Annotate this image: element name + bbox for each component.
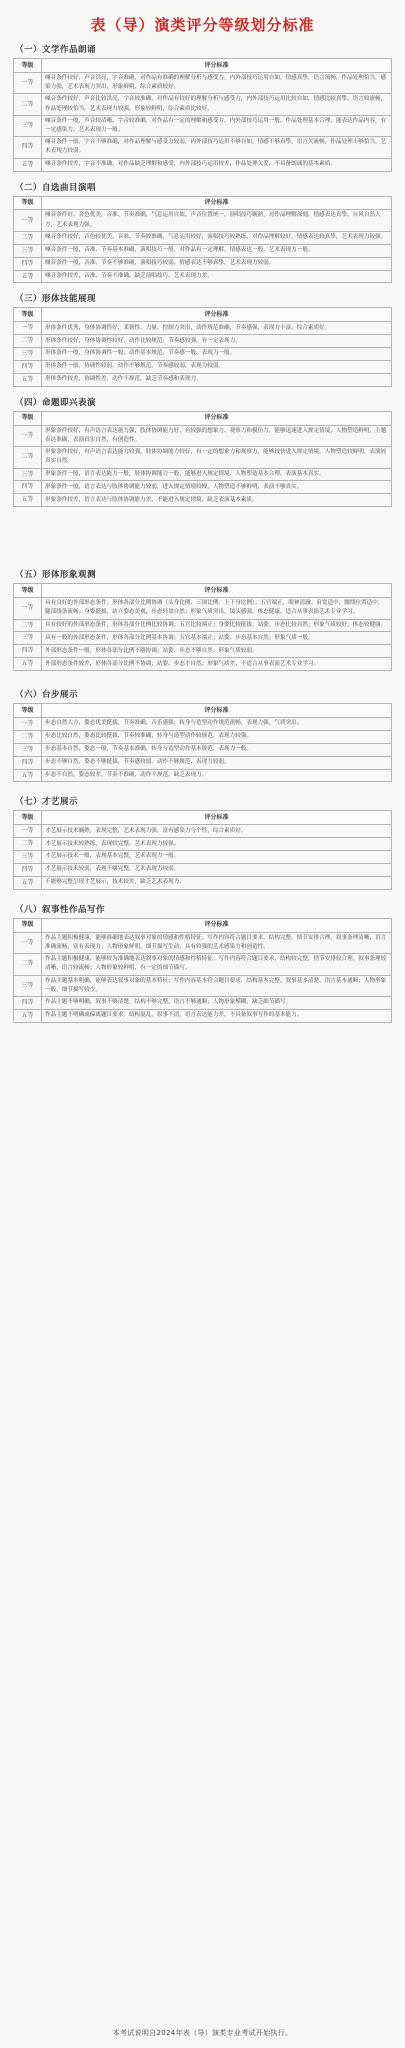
- table-row: [14, 94, 392, 115]
- section-spacer: [13, 782, 392, 786]
- grade-cell: 一等: [14, 598, 42, 619]
- table-row: [14, 360, 392, 373]
- criteria-cell: 外部形态条件较差，形体各部分比例不协调；站姿、步态不自然；形象气质差，不适合从事表演艺术专业学习。: [42, 658, 392, 671]
- table-row: [14, 158, 392, 171]
- criteria-cell: 嗓音条件一般，音准、节奏基本准确，演唱技巧一般，对作品有一定理解，情感表达一般，艺术表现力一般。: [42, 244, 392, 257]
- criteria-cell: 步态比较自然，姿态比较挺拔，节奏较准确，转身与造型动作较规范，表现力较强。: [42, 730, 392, 743]
- header-grade: 等级: [14, 811, 42, 825]
- table-row: [14, 864, 392, 877]
- grade-cell: 一等: [14, 322, 42, 335]
- grade-cell: 二等: [14, 231, 42, 244]
- table-row: [14, 876, 392, 889]
- grade-cell: 二等: [14, 730, 42, 743]
- table-row: [14, 244, 392, 257]
- table-row: [14, 373, 392, 386]
- grade-cell: 二等: [14, 838, 42, 851]
- table-row: [14, 210, 392, 231]
- grade-cell: 五等: [14, 158, 42, 171]
- criteria-cell: 作品主题不够明确，叙事不够清楚，结构不够完整，语言不够通顺；人物形象模糊，缺乏细节描写。: [42, 996, 392, 1009]
- table-row: [14, 954, 392, 975]
- grade-cell: 五等: [14, 270, 42, 283]
- section-heading: （四）命题即兴表演: [15, 397, 97, 408]
- header-grade: 等级: [14, 196, 42, 210]
- table-header-row: [14, 196, 392, 210]
- section-heading: （七）才艺展示: [15, 797, 79, 808]
- criteria-cell: 步态不自然，姿态较差，节奏不准确，动作不规范，缺乏表现力。: [42, 769, 392, 782]
- criteria-cell: 才艺展示技术娴熟，表现完整，艺术表现力强，富有感染力与个性，综合素质好。: [42, 825, 392, 838]
- header-grade: 等级: [14, 411, 42, 425]
- table-row: [14, 932, 392, 953]
- table-row: [14, 825, 392, 838]
- criteria-cell: 形体条件优秀，身体协调性好，柔韧性、力量、控制力突出，动作规范准确，节奏感强，表现力丰富，综合素质好。: [42, 322, 392, 335]
- section-heading: （三）形体技能展现: [15, 294, 97, 305]
- criteria-table: [13, 810, 392, 889]
- section-8: [13, 900, 392, 1023]
- grade-cell: 四等: [14, 137, 42, 158]
- criteria-cell: 作品主题积极健康，能够准确地表达叙事对象的情感和性格特征；写作内容符合题目要求，结构完整，情节安排合理，叙事条理清晰，语言准确流畅，富有表现力；人物形象鲜明，细节描写生动，具有较强的艺术感染力和创造性。: [42, 932, 392, 953]
- table-row: [14, 270, 392, 283]
- grade-cell: 一等: [14, 717, 42, 730]
- criteria-cell: 形体条件一般，协调性较弱，动作不够规范，节奏感较弱，表现力较弱。: [42, 360, 392, 373]
- table-row: [14, 481, 392, 494]
- table-header-row: [14, 584, 392, 598]
- section-heading: （八）叙事性作品写作: [15, 904, 106, 915]
- criteria-cell: 形体条件较好，身体协调性较好，动作比较规范，节奏感较强，有一定表现力。: [42, 335, 392, 348]
- criteria-cell: 才艺展示技术一般，表现基本完整，艺术表现力一般。: [42, 851, 392, 864]
- section-heading: （五）形体形象观测: [15, 570, 97, 581]
- criteria-cell: 嗓音条件较好，声音洪亮，字音准确，对作品有准确的理解分析与感受力，内外部技巧运用自如，情感真挚，语言流畅，作品处理恰当，感染力强，艺术表现力突出，形象鲜明，综合素质较好。: [42, 72, 392, 93]
- grade-cell: 二等: [14, 447, 42, 468]
- grade-cell: 四等: [14, 996, 42, 1009]
- document-title: 表（导）演类评分等级划分标准: [90, 16, 315, 34]
- criteria-cell: 形体条件较差，协调性差，动作不规范，缺乏节奏感和表现力。: [42, 373, 392, 386]
- section-4: [13, 393, 392, 507]
- table-row: [14, 769, 392, 782]
- sections-container: [13, 40, 392, 1023]
- table-row: [14, 619, 392, 632]
- table-row: [14, 1009, 392, 1022]
- header-grade: 等级: [14, 308, 42, 322]
- grade-cell: 三等: [14, 975, 42, 996]
- criteria-cell: 具有良好的外部形态条件，形体各部分比例协调（头身比例、三围比例、上下身比例）；五官端正，眼神清澈；肩宽适中，腰线位置适中，腿部线条流畅；身姿挺拔，站立姿态美观，步态轻盈自然；形象气质突出，镜头感强，体态健康，适合从事表演艺术专业学习。: [42, 598, 392, 619]
- criteria-cell: 嗓音条件较好，音色较优美，音准、节奏较准确，气息运用较好，演唱技巧较熟练，对作品理解较好，情感表达较真挚，艺术表现力较强。: [42, 231, 392, 244]
- table-row: [14, 494, 392, 507]
- grade-cell: 三等: [14, 743, 42, 756]
- criteria-cell: 外部形态条件一般，形体各部分比例不够协调；站姿、步态不够自然；形象气质较弱。: [42, 645, 392, 658]
- grade-cell: 三等: [14, 632, 42, 645]
- table-header-row: [14, 308, 392, 322]
- table-row: [14, 996, 392, 1009]
- criteria-cell: 形象条件一般，语言表达能力一般，肢体协调能力一般，能够进入规定情境，人物塑造基本合理，表演基本真实。: [42, 468, 392, 481]
- criteria-cell: 形象条件较好，有声语言表达能力较强，肢体协调能力较好，有一定的想象力和观察力，能够较快进入规定情境，人物塑造较鲜明，表演较真实自然。: [42, 447, 392, 468]
- criteria-cell: 才艺展示技术较熟练，表现较完整，艺术表现力较强。: [42, 838, 392, 851]
- criteria-cell: 嗓音条件好，音色优美，音准、节奏准确，气息运用自如，声音位置统一，演唱技巧娴熟，对作品理解深刻，情感表达真挚，台风自然大方，艺术表现力强。: [42, 210, 392, 231]
- table-row: [14, 447, 392, 468]
- section-3: [13, 289, 392, 386]
- section-6: [13, 685, 392, 782]
- criteria-cell: 嗓音条件一般，字音不够准确，对作品理解与感受力较弱，内外部技巧运用不够自如，情感不够真挚，语言欠流畅，作品处理不够恰当，艺术表现力较弱。: [42, 137, 392, 158]
- grade-cell: 四等: [14, 645, 42, 658]
- grade-cell: 四等: [14, 481, 42, 494]
- grade-cell: 二等: [14, 335, 42, 348]
- criteria-cell: 形体条件一般，身体协调性一般，动作基本规范，节奏感一般，表现力一般。: [42, 348, 392, 361]
- criteria-cell: 具有一般的外部形态条件，形体各部分比例基本协调；五官基本端正；站姿、步态基本自然；形象气质一般。: [42, 632, 392, 645]
- table-row: [14, 348, 392, 361]
- grade-cell: 一等: [14, 72, 42, 93]
- criteria-cell: 嗓音条件较差，字音不准确，对作品缺乏理解和感受，内外部技巧运用较差，作品处理欠妥，不具备朗诵的基本素质。: [42, 158, 392, 171]
- section-heading: （一）文学作品朗诵: [15, 45, 97, 55]
- criteria-cell: 步态自然大方，姿态优美挺拔，节奏准确，音乐感强，转身与造型动作规范流畅，表现力强，气质突出。: [42, 717, 392, 730]
- header-grade: 等级: [14, 918, 42, 932]
- grade-cell: 一等: [14, 210, 42, 231]
- criteria-cell: 形象条件一般，语言表达与肢体协调能力较弱，进入规定情境较慢，人物塑造不够鲜明，表演不够真实。: [42, 481, 392, 494]
- criteria-table: [13, 411, 392, 507]
- grade-cell: 一等: [14, 932, 42, 953]
- table-row: [14, 115, 392, 136]
- criteria-cell: 形象条件较差，语言表达与肢体协调能力差，不能进入规定情境，缺乏表演基本素质。: [42, 494, 392, 507]
- criteria-cell: 步态不够自然，姿态不够挺拔，节奏感较弱，动作不够规范，表现力较弱。: [42, 756, 392, 769]
- table-row: [14, 137, 392, 158]
- criteria-cell: 作品主题不明确或偏离题目要求，结构混乱，叙事不清，语言表达能力差，不具备叙事写作的基本能力。: [42, 1009, 392, 1022]
- table-row: [14, 468, 392, 481]
- header-criteria: 评分标准: [42, 411, 392, 425]
- table-row: [14, 425, 392, 446]
- grade-cell: 四等: [14, 756, 42, 769]
- table-header-row: [14, 59, 392, 73]
- table-row: [14, 645, 392, 658]
- criteria-table: [13, 58, 392, 172]
- section-5: [13, 565, 392, 671]
- grade-cell: 四等: [14, 257, 42, 270]
- table-row: [14, 851, 392, 864]
- section-7: [13, 792, 392, 889]
- table-row: [14, 658, 392, 671]
- grade-cell: 五等: [14, 1009, 42, 1022]
- table-header-row: [14, 811, 392, 825]
- table-row: [14, 598, 392, 619]
- table-row: [14, 335, 392, 348]
- table-row: [14, 756, 392, 769]
- criteria-table: [13, 583, 392, 671]
- criteria-cell: 步态基本自然，姿态一般，节奏基本准确，转身与造型动作基本规范，表现力一般。: [42, 743, 392, 756]
- criteria-cell: 不能够完整呈现才艺展示，技术较差，缺乏艺术表现力。: [42, 876, 392, 889]
- table-row: [14, 231, 392, 244]
- grade-cell: 三等: [14, 468, 42, 481]
- header-criteria: 评分标准: [42, 811, 392, 825]
- section-spacer: [13, 671, 392, 679]
- grade-cell: 三等: [14, 244, 42, 257]
- section-spacer: [13, 890, 392, 894]
- criteria-table: [13, 307, 392, 386]
- grade-cell: 三等: [14, 115, 42, 136]
- grade-cell: 二等: [14, 94, 42, 115]
- header-criteria: 评分标准: [42, 584, 392, 598]
- criteria-cell: 才艺展示技术较弱，表现不够完整，艺术表现力较弱。: [42, 864, 392, 877]
- grade-cell: 五等: [14, 494, 42, 507]
- criteria-cell: 作品主题基本明确，能够表达叙事对象的基本特征；写作内容基本符合题目要求，结构基本完整，叙事基本清楚，语言基本通顺；人物形象一般，细节描写较少。: [42, 975, 392, 996]
- section-spacer: [13, 507, 392, 559]
- grade-cell: 五等: [14, 769, 42, 782]
- grade-cell: 一等: [14, 425, 42, 446]
- table-row: [14, 72, 392, 93]
- criteria-table: [13, 196, 392, 284]
- table-row: [14, 730, 392, 743]
- criteria-cell: 作品主题积极健康，能够较为准确地表达叙事对象的情感和性格特征；写作内容符合题目要求，结构较完整，情节安排较合理，叙事条理较清晰，语言较流畅；人物形象较鲜明，有一定的细节描写。: [42, 954, 392, 975]
- grade-cell: 三等: [14, 348, 42, 361]
- grade-cell: 五等: [14, 876, 42, 889]
- grade-cell: 二等: [14, 954, 42, 975]
- table-row: [14, 975, 392, 996]
- criteria-cell: 嗓音条件一般，声音较清晰，字音较准确，对作品有一定的理解和感受力，内外部技巧运用一般，作品处理基本合理，能表达作品内容，有一定感染力，艺术表现力一般。: [42, 115, 392, 136]
- grade-cell: 一等: [14, 825, 42, 838]
- criteria-cell: 嗓音条件较好，声音比较洪亮，字音较准确，对作品有较好的理解分析与感受力，内外部技巧运用比较自如，情感比较真挚，语言较流畅，作品处理较恰当，艺术表现力较强，形象较鲜明，综合素质比较好。: [42, 94, 392, 115]
- table-row: [14, 322, 392, 335]
- table-row: [14, 743, 392, 756]
- table-row: [14, 632, 392, 645]
- section-1: [13, 40, 392, 172]
- criteria-cell: 具有较好的外部形态条件，形体各部分比例比较协调；五官比较端正；身姿比较挺拔，站姿、步态比较自然；形象气质较好，体态较健康。: [42, 619, 392, 632]
- section-heading: （六）台步展示: [15, 690, 79, 701]
- table-row: [14, 717, 392, 730]
- criteria-cell: 嗓音条件一般，音准、节奏不够准确，演唱技巧较弱，情感表达不够真挚，艺术表现力较弱。: [42, 257, 392, 270]
- header-criteria: 评分标准: [42, 704, 392, 718]
- grade-cell: 三等: [14, 851, 42, 864]
- criteria-table: [13, 918, 392, 1023]
- header-criteria: 评分标准: [42, 196, 392, 210]
- grade-cell: 四等: [14, 864, 42, 877]
- header-grade: 等级: [14, 584, 42, 598]
- header-criteria: 评分标准: [42, 59, 392, 73]
- header-criteria: 评分标准: [42, 918, 392, 932]
- grade-cell: 二等: [14, 619, 42, 632]
- header-grade: 等级: [14, 59, 42, 73]
- criteria-cell: 嗓音条件较差，音准、节奏不准确，缺乏演唱技巧，艺术表现力差。: [42, 270, 392, 283]
- section-2: [13, 178, 392, 284]
- table-row: [14, 257, 392, 270]
- grade-cell: 五等: [14, 658, 42, 671]
- grade-cell: 五等: [14, 373, 42, 386]
- footer-note: 本考试说明自2024年表（导）演类专业考试开始执行。: [112, 2029, 293, 2037]
- table-header-row: [14, 411, 392, 425]
- table-row: [14, 838, 392, 851]
- criteria-cell: 形象条件较好，有声语言表达能力强，肢体协调能力好，有较强的想象力、观察力和模仿力，能够迅速进入规定情境，人物塑造鲜明，主题表达准确，表演真实自然，有创造性。: [42, 425, 392, 446]
- grade-cell: 四等: [14, 360, 42, 373]
- section-heading: （二）自选曲目演唱: [15, 182, 97, 193]
- table-header-row: [14, 704, 392, 718]
- criteria-table: [13, 703, 392, 782]
- header-grade: 等级: [14, 704, 42, 718]
- header-criteria: 评分标准: [42, 308, 392, 322]
- table-header-row: [14, 918, 392, 932]
